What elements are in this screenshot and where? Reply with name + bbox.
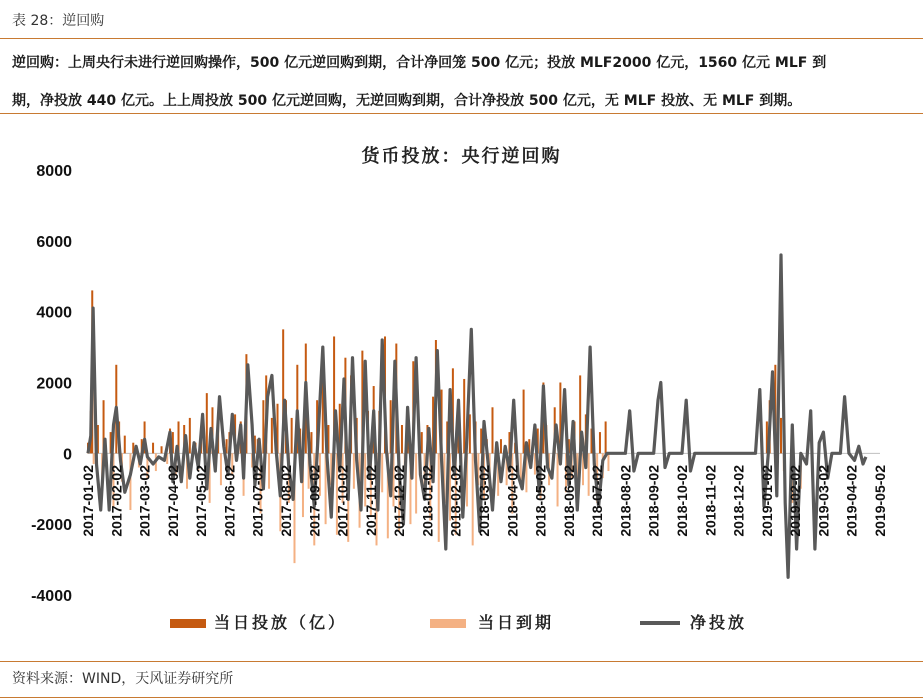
- legend-swatch-net: [640, 621, 680, 625]
- y-tick-label-3: 2000: [36, 375, 72, 393]
- injection-bar-73: [491, 407, 493, 453]
- x-tick-label-20: 2018-09-02: [645, 465, 662, 537]
- maturity-bar-36: [381, 453, 383, 492]
- injection-bar-77: [523, 390, 525, 454]
- injection-bar-8: [124, 436, 126, 454]
- y-tick-label-1: 6000: [36, 233, 72, 251]
- footer-divider: [0, 661, 923, 662]
- x-tick-label-19: 2018-08-02: [617, 465, 634, 537]
- x-tick-label-8: 2017-09-02: [306, 465, 323, 537]
- legend-swatch-injection: [170, 619, 206, 628]
- x-tick-label-16: 2018-05-02: [532, 465, 549, 537]
- x-tick-label-24: 2019-01-02: [758, 465, 775, 537]
- summary-line-2: 期，净投放 440 亿元。上上周投放 500 亿元逆回购，无逆回购到期，合计净投放 500 亿元，无 MLF 投放、无 MLF 到期。: [12, 93, 802, 109]
- injection-bar-74: [500, 439, 502, 453]
- injection-bar-90: [605, 421, 607, 453]
- x-tick-label-14: 2018-03-02: [476, 465, 492, 537]
- injection-bar-68: [463, 379, 465, 453]
- x-tick-label-17: 2018-06-02: [560, 465, 577, 537]
- legend-label-net: 净投放: [690, 613, 748, 632]
- y-tick-label-4: 0: [63, 446, 72, 464]
- x-tick-label-1: 2017-02-02: [108, 465, 125, 537]
- injection-bar-33: [271, 418, 273, 453]
- x-tick-label-23: 2018-12-02: [730, 465, 747, 537]
- maturity-bar-45: [438, 453, 440, 542]
- x-tick-label-15: 2018-04-02: [504, 465, 521, 537]
- source-note: 资料来源：WIND，天风证券研究所: [12, 671, 234, 687]
- injection-bar-89: [599, 432, 601, 453]
- injection-bar-12: [152, 443, 154, 454]
- maturity-bar-0: [93, 453, 95, 464]
- injection-bar-94: [780, 418, 782, 453]
- x-tick-label-28: 2019-05-02: [872, 465, 888, 537]
- chart-area: [0, 120, 923, 650]
- y-tick-label-0: 8000: [36, 163, 72, 180]
- injection-bar-37: [291, 418, 293, 453]
- legend-label-injection: 当日投放（亿）: [214, 613, 348, 632]
- summary-line-1: 逆回购：上周央行未进行逆回购操作，500 亿元逆回购到期，合计净回笼 500 亿元；投放 MLF2000 亿元，1560 亿元 MLF 到: [12, 55, 827, 71]
- injection-bar-18: [189, 418, 191, 453]
- x-tick-label-22: 2018-11-02: [702, 465, 719, 536]
- x-tick-label-12: 2018-01-02: [419, 465, 436, 537]
- x-tick-label-11: 2017-12-02: [391, 465, 408, 537]
- x-tick-label-26: 2019-03-02: [815, 465, 832, 537]
- y-tick-label-6: -4000: [31, 588, 72, 605]
- x-tick-label-9: 2017-10-02: [334, 465, 351, 537]
- x-tick-label-4: 2017-05-02: [193, 465, 210, 537]
- y-tick-label-2: 4000: [36, 304, 72, 322]
- chart-svg: [0, 120, 923, 650]
- x-tick-label-2: 2017-03-02: [136, 465, 153, 537]
- x-tick-label-0: 2017-01-02: [80, 465, 96, 537]
- x-tick-label-3: 2017-04-02: [164, 465, 181, 537]
- table-label: 表 28：逆回购: [12, 13, 105, 29]
- x-tick-label-10: 2017-11-02: [362, 465, 379, 536]
- maturity-bar-18: [268, 453, 270, 488]
- chart-legend: [0, 607, 923, 637]
- y-tick-label-5: -2000: [31, 517, 72, 535]
- maturity-bar-31: [353, 453, 355, 488]
- maturity-bar-51: [472, 453, 474, 545]
- maturity-bar-71: [607, 453, 609, 471]
- page-header: [0, 0, 923, 39]
- chart-title: 货币投放：央行逆回购: [361, 146, 562, 167]
- injection-bar-13: [161, 446, 163, 453]
- legend-swatch-maturity: [430, 619, 466, 628]
- x-tick-label-7: 2017-08-02: [278, 465, 294, 537]
- x-tick-label-6: 2017-07-02: [249, 465, 266, 537]
- injection-bar-57: [401, 425, 403, 453]
- maturity-bar-63: [557, 453, 559, 506]
- bottom-divider: [0, 697, 923, 698]
- injection-bar-21: [206, 393, 208, 453]
- divider: [0, 113, 923, 114]
- legend-label-maturity: 当日到期: [478, 613, 555, 632]
- maturity-bar-42: [415, 453, 417, 513]
- x-tick-label-18: 2018-07-02: [589, 465, 606, 537]
- x-tick-label-21: 2018-10-02: [674, 465, 690, 537]
- x-tick-label-27: 2019-04-02: [843, 465, 860, 537]
- x-tick-label-25: 2019-02-02: [787, 465, 804, 537]
- summary-text: [12, 44, 912, 120]
- x-tick-label-5: 2017-06-02: [221, 465, 238, 537]
- x-tick-label-13: 2018-02-02: [447, 465, 464, 537]
